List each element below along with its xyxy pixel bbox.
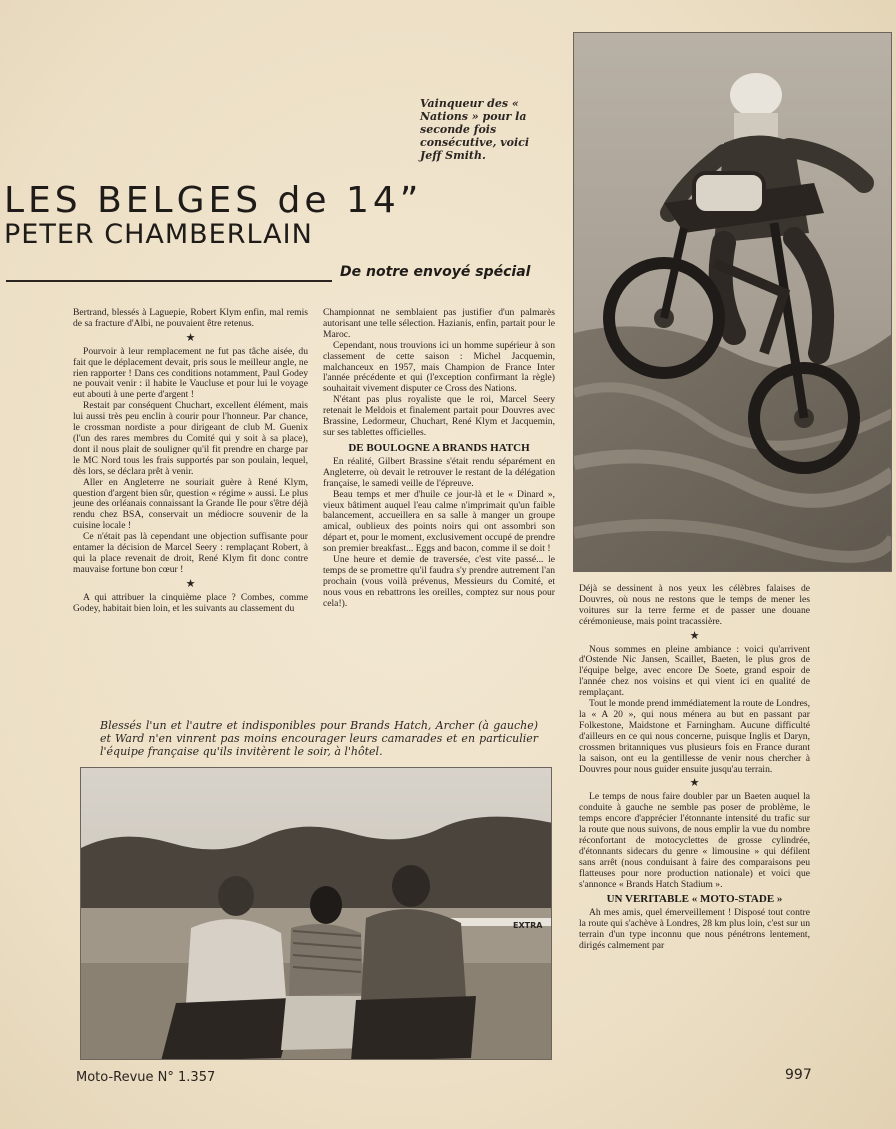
paragraph: En réalité, Gilbert Brassine s'était rendu séparément en Angleterre, où devait le retrouver le restant de la délégation française, le samedi veille de l'épreuve. [323,455,555,489]
section-star: ★ [185,331,196,344]
motocross-jump-image [574,33,892,572]
paragraph: Aller en Angleterre ne souriait guère à René Klym, question d'argent bien sûr, question « régime » aussi. Le plus jeune des orléanais connaissant la Grande Ile pour s'être déjà rendu chez BSA, conservait un médiocre souvenir de la cuisine locale ! [73,476,308,532]
paragraph: Une heure et demie de traversée, c'est vite passé... le temps de se promettre qu'il faudra s'y prendre autrement l'an prochain (vous voilà prévenus, Messieurs du Comité, et nous vous en rebattrons les oreilles, comptez sur nous pour cela!). [323,554,555,609]
section-heading: UN VERITABLE « MOTO-STADE » [606,893,783,906]
group-photo-caption: Blessés l'un et l'autre et indisponibles pour Brands Hatch, Archer (à gauche) et Ward n'en vinrent pas moins encourager leurs camarades et en particulier l'équipe française qu'ils invitèrent le soir, à l'hôtel. [100,719,538,758]
jump-photo-caption: Vainqueur des « Nations » pour la seconde fois consécutive, voici Jeff Smith. [420,97,530,162]
paragraph: Bertrand, blessés à Laguepie, Robert Klym enfin, mal remis de sa fracture d'Albi, ne pouvaient être retenus. [73,307,308,329]
article-column-3 [579,584,810,952]
paragraph: Championnat ne semblaient pas justifier d'un palmarès autorisant une telle sélection. Hazianis, enfin, partait pour le Maroc. [323,307,555,340]
article-column-1 [73,308,308,614]
paragraph: A qui attribuer la cinquième place ? Combes, comme Godey, habitait bien loin, et les suivants au classement du [73,591,308,614]
section-star: ★ [185,577,196,590]
paragraph: N'étant pas plus royaliste que le roi, Marcel Seery retenait le Meldois et finalement partait pour Douvres avec Brassine, Ledormeur, Chuchart, René Klym et Jacquemin, sur ses tablettes officielles. [323,394,555,438]
paragraph: Déjà se dessinent à nos yeux les célèbres falaises de Douvres, où nous ne restons que le temps de mener les voitures sur la terre ferme et de passer une douane cérémonieuse, mais point tracassière. [579,583,810,627]
riders-group-image [81,768,552,1060]
section-star: ★ [689,629,700,642]
section-heading: DE BOULOGNE A BRANDS HATCH [348,441,530,454]
magazine-issue: Moto-Revue N° 1.357 [76,1070,216,1085]
section-star: ★ [689,777,700,790]
article-author: PETER CHAMBERLAIN [4,219,313,250]
paragraph: Ce n'était pas là cependant une objection suffisante pour entamer la décision de Marcel Seery : remplaçant Robert, à qui la place revenait de droit, René Klym fit donc contre mauvaise fortune bon cœur ! [73,531,308,575]
paragraph: Cependant, nous trouvions ici un homme supérieur à son classement de cette saison : Michel Jacquemin, malchanceux en 1957, mais Champion de France Inter l'année précédente et qui (l'exception confirmant la règle) souhaitait vivement disputer ce Cross des Nations. [323,339,555,395]
paragraph: Pourvoir à leur remplacement ne fut pas tâche aisée, du fait que le déplacement devait, pris sous le meilleur angle, ne rien rapporter ! Dans ces conditions notamment, Paul Godey ne pouvait venir : il habite le Vaucluse et pour lui le voyage eut abouti à une perte d'argent ! [73,345,308,401]
paragraph: Tout le monde prend immédiatement la route de Londres, la « A 20 », qui nous ménera au but en passant par Folkestone, Maidstone et Farningham. Aucune difficulté d'ailleurs en ce qui nous concerne, puisque Inglis et Daryn, crossmen britanniques vus plusieurs fois en France durant la saison, ont eu la gentillesse de venir nous chercher à Douvres pour nous guider ensuite jusqu'au terrain. [579,698,810,775]
motocross-jump-photo [573,32,892,572]
article-title: LES BELGES de 14” [4,180,423,221]
extra-sign: EXTRA [513,921,543,930]
article-column-2 [323,308,555,610]
byline-rule [6,280,332,282]
group-photo [80,767,552,1060]
byline: De notre envoyé spécial [340,264,531,280]
paragraph: Nous sommes en pleine ambiance : voici qu'arrivent d'Ostende Nic Jansen, Scaillet, Baeten, le plus gros de l'équipe belge, avec encore De Soete, grand espoir de l'année chez nos voisins et qui vient ici en qualité de remplaçant. [579,643,810,699]
paragraph: Beau temps et mer d'huile ce jour-là et le « Dinard », vieux bâtiment auquel l'eau calme n'imprimait qu'un faible balancement, accueillera en sa salle à manger un groupe amical, oublieux des points noirs qui ont assombri son départ et, pour le moment, exclusivement occupé de prendre son premier breakfast... Eggs and bacon, comme il se doit ! [323,488,555,555]
paragraph: Restait par conséquent Chuchart, excellent élément, mais lui aussi très peu enclin à courir pour l'honneur. Par chance, le crossman nordiste a pour dirigeant de club M. Guenix (l'un des rares membres du Comité qui y soit à sa place), dont il nous plait de souligner qu'il fit prendre en charge par le MC Nord tous les frais supportés par son poulain, lequel, dès lors, se déclara prêt à venir. [73,400,308,477]
page-number: 997 [785,1067,812,1083]
paragraph: Le temps de nous faire doubler par un Baeten auquel la conduite à gauche ne semble pas poser de problème, le temps encore d'apprécier l'étonnante intensité du trafic sur la route que nous suivons, de nous emplir la vue du nombre réconfortant de motocyclettes de grosse cylindrée, d'étonnants sidecars du genre « limousine » qui défilent sans arrêt (nous conduisant à faire des comparaisons peu flatteuses pour nore production nationale) et voici que s'annonce « Brands Hatch Stadium ». [579,791,810,890]
paragraph: Ah mes amis, quel émerveillement ! Disposé tout contre la route qui s'achève à Londres, 28 km plus loin, c'est sur un terrain d'un type inconnu que nous pénétrons lentement, dirigés calmement par [579,907,810,952]
